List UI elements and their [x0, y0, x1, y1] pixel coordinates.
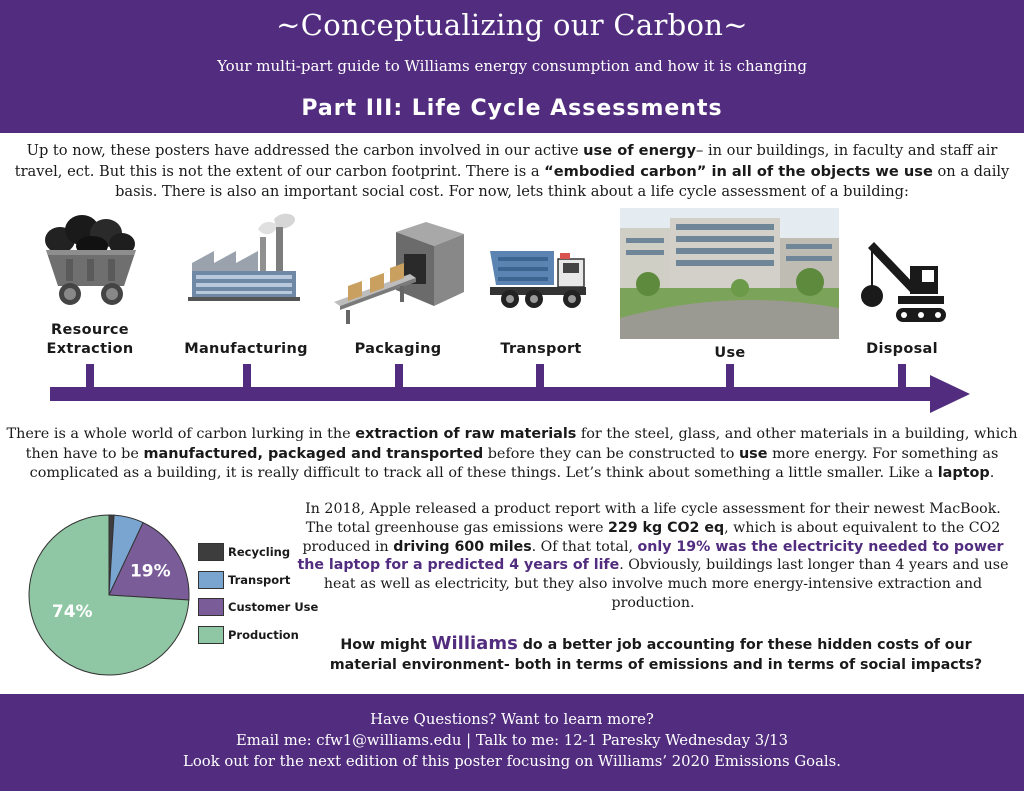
macbook-paragraph: In 2018, Apple released a product report with a life cycle assessment for their newest MacBook. The total greenhouse gas emissions were 229 kg CO2 eq, which is about equivalent to the CO2 produced in driving 600 miles. Of that total, only 19% was the electricity needed to power the laptop for a predicted 4 years of life. Obviously, buildings last longer than 4 years and use heat as well as electricity, but they also involve much more energy-intensive extraction and production. [297, 501, 1009, 611]
stage-label-transport: Transport [500, 341, 582, 357]
timeline-arrow [46, 360, 972, 418]
coal-cart-icon [42, 208, 140, 308]
legend-swatch-transport [198, 571, 224, 589]
footer-line-questions: Have Questions? Want to learn more? [370, 711, 654, 728]
closing-question: How might Williams do a better job accounting for these hidden costs of our material environment- both in terms of emissions and in terms of social impacts? [329, 633, 983, 673]
footer-line-contact: Email me: cfw1@williams.edu | Talk to me: 12-1 Paresky Wednesday 3/13 [235, 732, 789, 749]
stage-label-manufacturing: Manufacturing [184, 341, 308, 357]
pie-label-customer-use: 19% [129, 561, 171, 582]
part-heading: Part III: Life Cycle Assessments [301, 96, 723, 121]
stage-label-resource-extraction: Resource Extraction [46, 322, 134, 357]
stage-label-use: Use [714, 345, 746, 361]
highlight-electricity: only 19% was the electricity needed to power the laptop for a predicted 4 years of life [297, 538, 1004, 574]
stage-label-packaging: Packaging [354, 341, 442, 357]
emissions-pie-chart [26, 512, 192, 678]
wrecking-crane-icon [860, 236, 948, 328]
williams-highlight: Williams [431, 633, 518, 654]
building-paragraph: There is a whole world of carbon lurking in the extraction of raw materials for the steel, glass, and other materials in a building, which then have to be manufactured, packaged and transported before they can be constructed to use more energy. For something as complicated as a building, it is really difficult to track all of these things. Let’s think about something a little smaller. Like a laptop. [6, 426, 1018, 481]
intro-paragraph: Up to now, these posters have addressed the carbon involved in our active use of energy– in our buildings, in faculty and staff air travel, ect. But this is not the extent of our carbon footprint. There is a “embodied carbon” in all of the objects we use on a daily basis. There is also an important social cost. For now, lets think about a life cycle assessment of a building: [14, 142, 1010, 200]
poster-title: ~Conceptualizing our Carbon~ [276, 8, 748, 42]
poster-subtitle: Your multi-part guide to Williams energy consumption and how it is changing [217, 57, 807, 75]
conveyor-box-icon [330, 220, 468, 326]
footer-banner [0, 694, 1024, 791]
legend-swatch-production [198, 626, 224, 644]
stage-label-disposal: Disposal [866, 341, 938, 357]
legend-swatch-customer-use [198, 598, 224, 616]
factory-icon [188, 211, 300, 303]
legend-swatch-recycling [198, 543, 224, 561]
building-photo [620, 208, 839, 339]
pie-label-production: 74% [51, 601, 93, 622]
footer-line-next-edition: Look out for the next edition of this poster focusing on Williams’ 2020 Emissions Goals. [183, 753, 841, 770]
header-banner [0, 0, 1024, 133]
garbage-truck-icon [488, 245, 590, 311]
